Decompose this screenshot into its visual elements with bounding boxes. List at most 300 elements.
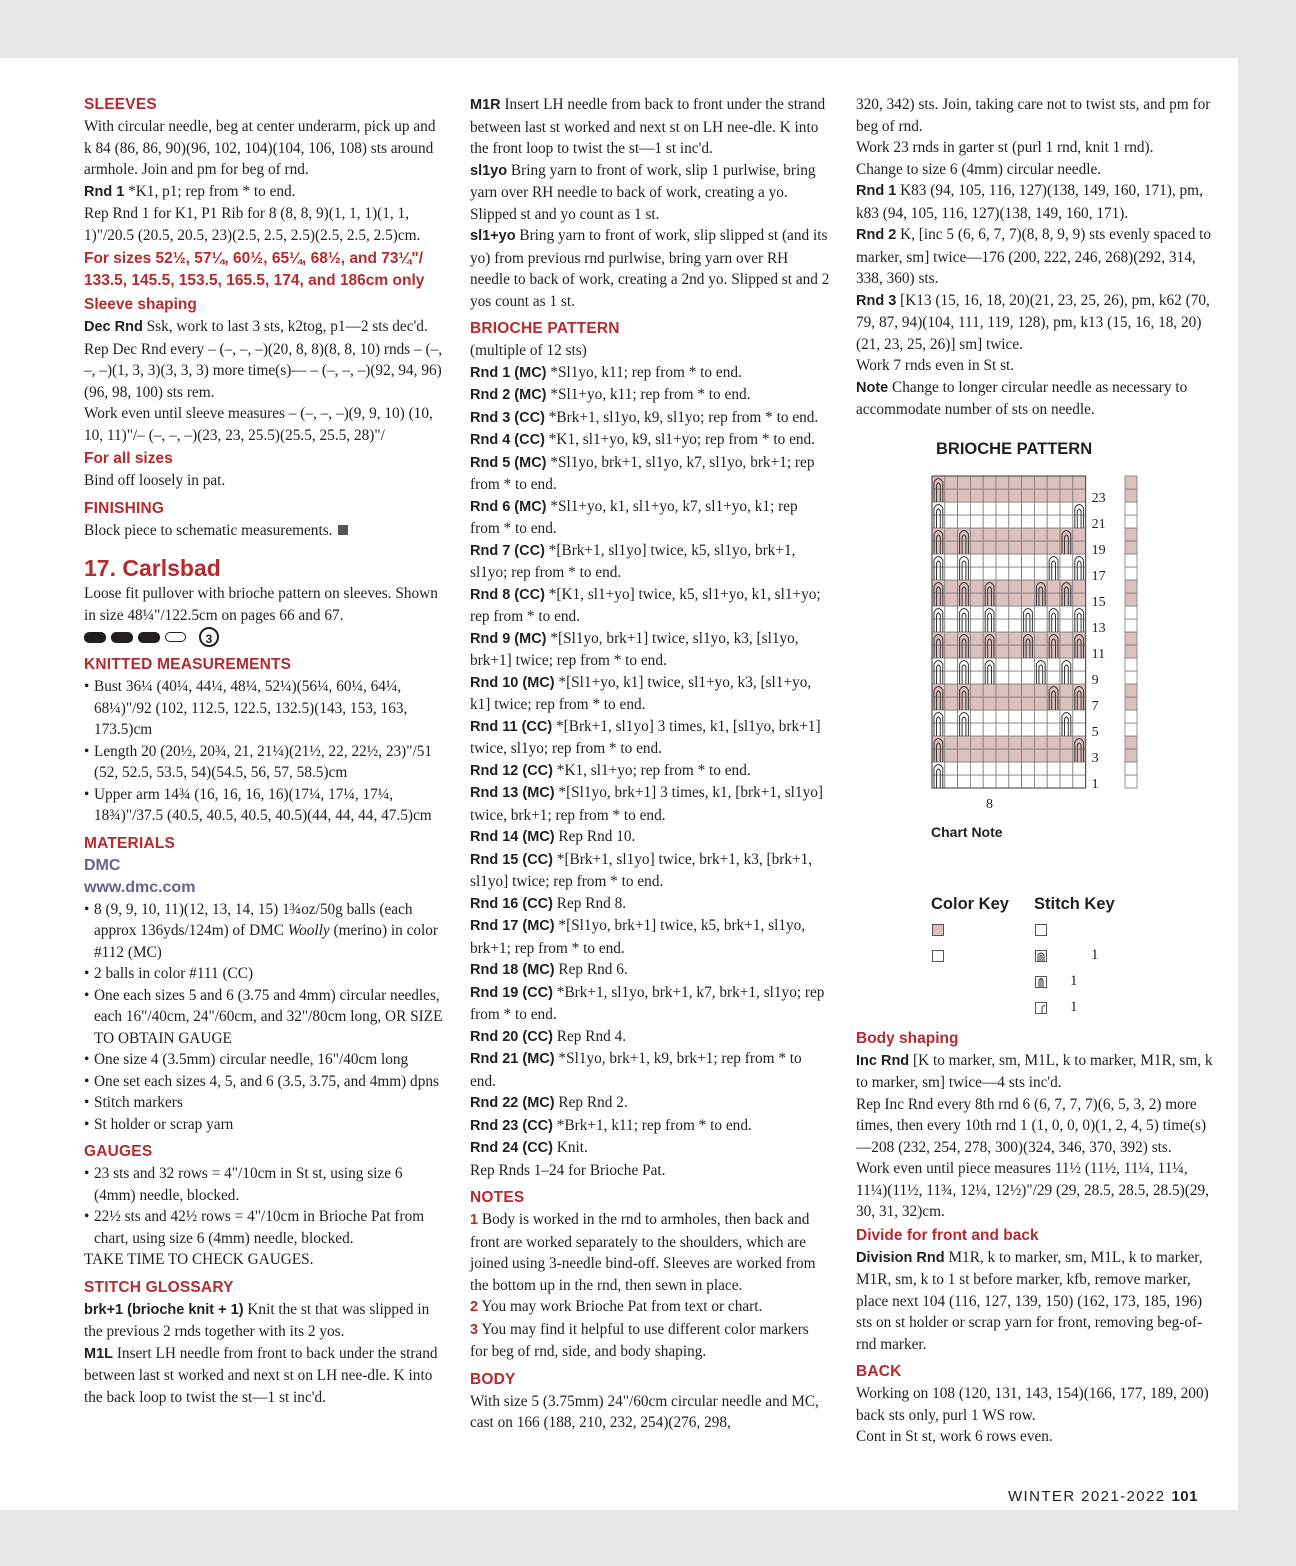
chart-cell <box>1034 554 1047 567</box>
back-heading: BACK <box>856 1363 902 1380</box>
chart-cell <box>983 554 996 567</box>
k-key-icon <box>1035 1002 1047 1014</box>
chart-cell <box>1034 515 1047 528</box>
chart-cell <box>1009 645 1022 658</box>
chart-side-cell <box>1125 593 1137 606</box>
knit-key-icon <box>1035 924 1047 936</box>
chart-cell <box>970 541 983 554</box>
chart-cell <box>1034 762 1047 775</box>
round-label: Rnd 1 (MC) <box>470 364 547 381</box>
chart-cell <box>1009 567 1022 580</box>
chart-cell <box>996 489 1009 502</box>
issue-label: WINTER 2021-2022 <box>1008 1488 1166 1505</box>
chart-cell <box>1034 528 1047 541</box>
brk-key-glyph <box>1036 951 1046 961</box>
body-rnd3 <box>856 290 1216 356</box>
chart-cell <box>983 528 996 541</box>
chart-cell <box>996 567 1009 580</box>
chart-cell <box>970 658 983 671</box>
rnd1-label: Rnd 1 <box>84 183 125 200</box>
chart-cell <box>996 671 1009 684</box>
chart-cell <box>1047 736 1060 749</box>
chart-cell <box>1073 541 1086 554</box>
chart-cell <box>945 580 958 593</box>
magazine-page <box>0 58 1238 1510</box>
chart-cell <box>983 502 996 515</box>
chart-cell <box>1009 736 1022 749</box>
page-number: 101 <box>1171 1488 1198 1505</box>
brioche-round <box>470 429 830 452</box>
chart-cell <box>1047 775 1060 788</box>
gauges-heading: GAUGES <box>84 1143 153 1160</box>
chart-cell <box>1073 489 1086 502</box>
chart-cell <box>996 632 1009 645</box>
change-text: Change to size 6 (4mm) circular needle. <box>856 160 1102 178</box>
chart-cell <box>1034 619 1047 632</box>
chart-cell <box>1073 528 1086 541</box>
chart-cell <box>1009 489 1022 502</box>
sl-key-label: 1 <box>1070 972 1078 989</box>
r2-label: Rnd 2 <box>856 227 897 243</box>
stitch-key-heading: Stitch Key <box>1034 894 1115 913</box>
brioche-round <box>470 672 830 716</box>
round-body: *[Sl1yo, brk+1] twice, sl1yo, k3, [sl1yo, brk+1] twice; rep from * to end. <box>470 629 799 669</box>
chart-cell <box>970 554 983 567</box>
chart-cell <box>1022 515 1035 528</box>
chart-side-cell <box>1125 489 1137 502</box>
note-body: You may work Brioche Pat from text or chart. <box>478 1298 763 1315</box>
chart-cell <box>1060 632 1073 645</box>
multiple-text: (multiple of 12 sts) <box>470 342 587 359</box>
skill-seg-4 <box>165 632 186 642</box>
chart-cell <box>1022 528 1035 541</box>
chart-cell <box>996 723 1009 736</box>
note-text <box>856 377 1216 421</box>
brioche-round <box>470 959 830 982</box>
material-item <box>84 899 446 964</box>
div-body: M1R, k to marker, sm, M1L, k to marker, M1R, sm, k to 1 st before marker, kfb, remove marker, place next 104 (116, 127, 139, 150) (162, 173, 185, 196) sts on st holder or scrap yarn for front, removing beg-of-rnd marker. <box>856 1248 1203 1353</box>
chart-cell <box>996 762 1009 775</box>
sl-key-icon <box>1035 976 1047 988</box>
mc-swatch <box>932 950 944 962</box>
pattern-title: 17. Carlsbad <box>84 555 221 581</box>
work7-text: Work 7 rnds even in St st. <box>856 357 1015 374</box>
chart-row-label: 21 <box>1091 517 1106 533</box>
chart-cell <box>958 502 971 515</box>
chart-cell <box>970 619 983 632</box>
chart-cell <box>1022 541 1035 554</box>
chart-cell <box>945 476 958 489</box>
chart-cell <box>1047 710 1060 723</box>
note-label: Note <box>856 379 889 396</box>
round-body: *K1, sl1+yo, k9, sl1+yo; rep from * to end. <box>544 431 815 448</box>
brioche-round <box>470 893 830 916</box>
round-label: Rnd 15 (CC) <box>470 851 553 868</box>
round-body: Knit. <box>552 1139 588 1156</box>
chart-cell <box>1022 775 1035 788</box>
chart-side-cell <box>1125 580 1137 593</box>
chart-cell <box>1009 593 1022 606</box>
m1r-body: Insert LH needle from back to front under the strand between last st worked and next st on LH nee-dle. K into the front loop to twist the st—1 st inc'd. <box>470 96 826 157</box>
chart-cell <box>958 736 971 749</box>
chart-cell <box>1047 749 1060 762</box>
chart-cell <box>1047 723 1060 736</box>
chart-row-label: 7 <box>1091 699 1099 715</box>
chart-side-cell <box>1125 554 1137 567</box>
chart-cell <box>1060 749 1073 762</box>
rnd1-text <box>84 181 446 204</box>
chart-col-label: 8 <box>986 797 993 812</box>
sleeves-text: With circular needle, beg at center underarm, pick up and k 84 (86, 86, 90)(96, 102, 104)(104, 106, 108) sts around armhole. Join and pm for beg of rnd. <box>84 118 436 178</box>
chart-title: BRIOCHE PATTERN <box>936 439 1093 458</box>
round-body: *Brk+1, sl1yo, k9, sl1yo; rep from * to end. <box>544 408 819 426</box>
brioche-round <box>470 849 830 893</box>
chart-cell <box>1047 489 1060 502</box>
skill-seg-3 <box>138 632 160 643</box>
bind-off-text: Bind off loosely in pat. <box>84 472 226 489</box>
chart-cell <box>1034 606 1047 619</box>
brioche-round <box>470 1048 830 1092</box>
notes-heading: NOTES <box>470 1189 525 1206</box>
chart-cell <box>970 489 983 502</box>
chart-cell <box>983 697 996 710</box>
column-3 <box>856 94 1216 1448</box>
skill-seg-2 <box>111 632 133 643</box>
round-body: *[Brk+1, sl1yo] 3 times, k1, [sl1yo, brk+1] twice, sl1yo; rep from * to end. <box>470 717 821 757</box>
round-label: Rnd 6 (MC) <box>470 498 547 515</box>
dmc-brand: DMC <box>84 856 121 874</box>
chart-cell <box>1034 476 1047 489</box>
chart-cell <box>945 606 958 619</box>
chart-cell <box>1022 593 1035 606</box>
glossary-sl1yo <box>470 160 830 226</box>
round-body: *[Sl1+yo, k1] twice, sl1+yo, k3, [sl1+yo, k1] twice; rep from * to end. <box>470 673 812 713</box>
chart-cell <box>945 775 958 788</box>
chart-cell <box>970 502 983 515</box>
chart-cell <box>996 541 1009 554</box>
chart-cell <box>983 515 996 528</box>
sl-key-glyph <box>1036 977 1046 987</box>
chart-cell <box>970 710 983 723</box>
round-label: Rnd 13 (MC) <box>470 785 555 801</box>
round-label: Rnd 10 (MC) <box>470 674 555 691</box>
chart-cell <box>945 671 958 684</box>
chart-cell <box>1022 580 1035 593</box>
intro-text: Loose fit pullover with brioche pattern on sleeves. Shown in size 48¼"/122.5cm on pages 66 and 67. <box>84 585 438 624</box>
chart-cell <box>958 749 971 762</box>
round-body: *Sl1+yo, k1, sl1+yo, k7, sl1+yo, k1; rep from * to end. <box>470 497 798 537</box>
chart-side-cell <box>1125 775 1137 788</box>
k-key-label: 1 <box>1070 998 1078 1015</box>
chart-cell <box>1009 619 1022 632</box>
chart-row-label: 15 <box>1091 595 1106 611</box>
chart-cell <box>1073 762 1086 775</box>
chart-cell <box>945 619 958 632</box>
brioche-round <box>470 782 830 826</box>
chart-cell <box>1047 762 1060 775</box>
brioche-round <box>470 915 830 959</box>
chart-cell <box>996 736 1009 749</box>
brioche-round <box>470 540 830 584</box>
chart-cell <box>970 515 983 528</box>
chart-cell <box>1009 580 1022 593</box>
chart-cell <box>1009 775 1022 788</box>
rep-dec-text: Rep Dec Rnd every – (–, –, –)(20, 8, 8)(8, 8, 10) rnds – (–, –, –)(1, 3, 3)(3, 3, 3) more time(s)— – (–, –, –)(92, 94, 96)(96, 98, 100) sts rem. <box>84 340 443 401</box>
dec-body: Ssk, work to last 3 sts, k2tog, p1—2 sts dec'd. <box>142 318 428 335</box>
chart-cell <box>1060 567 1073 580</box>
chart-cell <box>1009 528 1022 541</box>
body-heading: BODY <box>470 1370 516 1388</box>
round-label: Rnd 5 (MC) <box>470 454 547 471</box>
chart-row-label: 3 <box>1091 751 1099 767</box>
chart-cell <box>958 775 971 788</box>
round-body: *[K1, sl1+yo] twice, k5, sl1+yo, k1, sl1+yo; rep from * to end. <box>470 585 821 625</box>
chart-cell <box>970 736 983 749</box>
chart-cell <box>1034 567 1047 580</box>
sleeves-heading: SLEEVES <box>84 96 157 113</box>
round-body: *[Sl1yo, brk+1] 3 times, k1, [brk+1, sl1yo] twice, brk+1; rep from * to end. <box>470 784 823 824</box>
chart-cell <box>1060 645 1073 658</box>
chart-cell <box>1060 619 1073 632</box>
measure-item: • Upper arm 14¾ (16, 16, 16, 16)(17¼, 17¼, 17¼, 18¾)"/37.5 (40.5, 40.5, 40.5, 40.5)(44, 44, 44, 47.5)cm <box>84 784 446 827</box>
chart-cell <box>1022 554 1035 567</box>
note-number: 3 <box>470 1321 479 1338</box>
sl1pyo-body: Bring yarn to front of work, slip slipped st (and its yo) from previous rnd purlwise, bring yarn over RH needle to back of work, creating a 2nd yo. Slipped st and 2 yos count as 1 st. <box>470 227 830 310</box>
chart-cell <box>1009 671 1022 684</box>
chart-cell <box>996 515 1009 528</box>
chart-cell <box>983 736 996 749</box>
chart-row-label: 17 <box>1091 569 1106 585</box>
materials-heading: MATERIALS <box>84 834 176 852</box>
chart-cell <box>1022 723 1035 736</box>
chart-cell <box>970 697 983 710</box>
chart-cell <box>1060 697 1073 710</box>
chart-cell <box>996 580 1009 593</box>
body-shaping-heading: Body shaping <box>856 1029 959 1047</box>
chart-cell <box>983 762 996 775</box>
brioche-round <box>470 1092 830 1115</box>
chart-cell <box>945 541 958 554</box>
dmc-url: www.dmc.com <box>84 878 196 896</box>
brioche-round <box>470 1026 830 1049</box>
cc-swatch <box>932 924 944 936</box>
chart-cell <box>1047 593 1060 606</box>
chart-cell <box>1022 658 1035 671</box>
chart-cell <box>983 541 996 554</box>
chart-side-cell <box>1125 606 1137 619</box>
chart-side-cell <box>1125 541 1137 554</box>
chart-side-cell <box>1125 762 1137 775</box>
note-body: Body is worked in the rnd to armholes, then back and front are worked separately to the shoulders, which are joined using 3-needle bind-off. Sleeves are worked from the bottom up in the rnd, then sewn in place. <box>470 1211 816 1294</box>
chart-cell <box>1009 710 1022 723</box>
glossary-heading: STITCH GLOSSARY <box>84 1278 234 1296</box>
k-key-glyph <box>1036 1003 1046 1013</box>
chart-cell <box>1060 775 1073 788</box>
brioche-round <box>470 452 830 496</box>
body-rnd2 <box>856 224 1216 290</box>
chart-row-label: 1 <box>1091 777 1099 793</box>
page-footer <box>1008 1488 1198 1505</box>
round-body: Rep Rnd 4. <box>552 1027 627 1045</box>
chart-cell <box>1009 697 1022 710</box>
chart-cell <box>1022 749 1035 762</box>
chart-cell <box>1047 502 1060 515</box>
note-item <box>470 1319 830 1363</box>
chart-cell <box>996 619 1009 632</box>
chart-cell <box>1022 502 1035 515</box>
measure-item: • Bust 36¼ (40¼, 44¼, 48¼, 52¼)(56¼, 60¼, 64¼, 68¼)"/92 (102, 112.5, 122.5, 132.5)(143, 153, 163, 173.5)cm <box>84 676 446 741</box>
chart-cell <box>1022 710 1035 723</box>
chart-cell <box>983 476 996 489</box>
chart-cell <box>1022 567 1035 580</box>
chart-cell <box>1073 671 1086 684</box>
m1r-label: M1R <box>470 97 501 113</box>
brioche-round <box>470 362 830 385</box>
chart-cell <box>945 554 958 567</box>
mat1-a: 8 (9, 9, 10, 11)(12, 13, 14, 15) 1¾oz/50g balls (each approx 136yds/124m) of DMC <box>94 900 413 939</box>
chart-cell <box>1073 593 1086 606</box>
chart-cell <box>1060 736 1073 749</box>
chart-cell <box>1034 710 1047 723</box>
chart-cell <box>1009 606 1022 619</box>
round-body: *[Brk+1, sl1yo] twice, k5, sl1yo, brk+1, sl1yo; rep from * to end. <box>470 541 796 581</box>
chart-cell <box>983 489 996 502</box>
chart-cell <box>1022 762 1035 775</box>
chart-cell <box>996 684 1009 697</box>
material-item: • Stitch markers <box>84 1092 446 1114</box>
skill-seg-1 <box>84 632 106 643</box>
round-body: *Sl1yo, brk+1, k9, brk+1; rep from * to end. <box>470 1050 802 1090</box>
brioche-round <box>470 826 830 849</box>
brioche-round <box>470 1137 830 1160</box>
chart-cell <box>945 710 958 723</box>
material-item: • 2 balls in color #111 (CC) <box>84 963 446 985</box>
chart-cell <box>996 554 1009 567</box>
chart-cell <box>1073 723 1086 736</box>
chart-cell <box>970 580 983 593</box>
chart-cell <box>1060 489 1073 502</box>
chart-cell <box>958 762 971 775</box>
round-body: *Sl1yo, brk+1, sl1yo, k7, sl1yo, brk+1; rep from * to end. <box>470 453 815 493</box>
chart-cell <box>970 762 983 775</box>
rounds-list <box>470 362 830 1160</box>
round-label: Rnd 8 (CC) <box>470 586 545 603</box>
color-key-heading: Color Key <box>931 894 1009 913</box>
m1l-label: M1L <box>84 1345 113 1362</box>
chart-row-label: 5 <box>1091 725 1099 741</box>
chart-cell <box>945 684 958 697</box>
chart-side-cell <box>1125 619 1137 632</box>
inc-body: [K to marker, sm, M1L, k to marker, M1R, sm, k to marker, sm] twice—4 sts inc'd. <box>856 1051 1213 1091</box>
dec-label: Dec Rnd <box>84 319 143 335</box>
chart-cell <box>1034 489 1047 502</box>
sleeve-shaping-heading: Sleeve shaping <box>84 296 197 313</box>
chart-cell <box>1034 684 1047 697</box>
finishing-heading: FINISHING <box>84 499 165 517</box>
chart-cell <box>1060 684 1073 697</box>
garter-text: Work 23 rnds in garter st (purl 1 rnd, knit 1 rnd). <box>856 139 1154 156</box>
chart-note: Chart Note <box>931 824 1003 840</box>
brioche-round <box>470 407 830 430</box>
cont-text: 320, 342) sts. Join, taking care not to twist sts, and pm for beg of rnd. <box>856 96 1211 135</box>
chart-cell <box>945 736 958 749</box>
chart-cell <box>1047 515 1060 528</box>
chart-cell <box>1009 684 1022 697</box>
chart-cell <box>1047 671 1060 684</box>
chart-cell <box>983 684 996 697</box>
round-label: Rnd 4 (CC) <box>470 432 545 448</box>
brioche-round <box>470 496 830 540</box>
chart-cell <box>1009 515 1022 528</box>
chart-cell <box>996 476 1009 489</box>
chart-cell <box>970 593 983 606</box>
work-even2-text: Work even until piece measures 11½ (11½, 11¼, 11¼, 11¼)(11½, 11¾, 12¼, 12½)"/29 (29, 28.5, 28.5, 28.5)(29, 30, 31, 32)cm. <box>856 1160 1209 1220</box>
chart-cell <box>1047 476 1060 489</box>
take-time-text: TAKE TIME TO CHECK GAUGES. <box>84 1251 314 1268</box>
divide-heading: Divide for front and back <box>856 1226 1039 1244</box>
chart-cell <box>1034 697 1047 710</box>
chart-cell <box>945 593 958 606</box>
chart-cell <box>1047 658 1060 671</box>
sl1yo-label: sl1yo <box>470 162 508 179</box>
chart-cell <box>1034 775 1047 788</box>
note-body: Change to longer circular needle as necessary to accommodate number of sts on needle. <box>856 378 1188 418</box>
mat1-italic: Woolly <box>287 922 330 939</box>
block-text <box>84 520 446 542</box>
m1l-body: Insert LH needle from front to back under the strand between last st worked and next st on LH nee-dle. K into the back loop to twist the st—1 st inc'd. <box>84 1344 438 1406</box>
round-body: *[Brk+1, sl1yo] twice, brk+1, k3, [brk+1, sl1yo] twice; rep from * to end. <box>470 850 813 890</box>
round-body: *Sl1yo, k11; rep from * to end. <box>546 363 742 381</box>
round-label: Rnd 9 (MC) <box>470 630 547 647</box>
chart-cell <box>996 775 1009 788</box>
chart-cell <box>958 476 971 489</box>
glossary-brk <box>84 1299 446 1343</box>
sizes-heading: For sizes 52½, 57¼, 60½, 65¼, 68½, and 73¼"/ 133.5, 145.5, 153.5, 165.5, 174, and 186cm only <box>84 250 425 289</box>
mat1-b: (merino) in color #112 (MC) <box>94 922 439 961</box>
chart-cell <box>1009 658 1022 671</box>
chart-cell <box>970 476 983 489</box>
chart-cell <box>945 749 958 762</box>
chart-cell <box>945 658 958 671</box>
round-body: *Brk+1, sl1yo, brk+1, k7, brk+1, sl1yo; rep from * to end. <box>470 983 825 1023</box>
r2-body: K, [inc 5 (6, 6, 7, 7)(8, 8, 9, 9) sts evenly spaced to marker, sm] twice—176 (200, 222, 246, 268)(292, 314, 338, 360) sts. <box>856 226 1212 287</box>
back-text-2: Cont in St st, work 6 rows even. <box>856 1428 1053 1445</box>
round-label: Rnd 23 (CC) <box>470 1117 553 1134</box>
round-body: *Brk+1, k11; rep from * to end. <box>552 1116 752 1134</box>
material-item: • One set each sizes 4, 5, and 6 (3.5, 3.75, and 4mm) dpns <box>84 1071 446 1093</box>
chart-cell <box>996 528 1009 541</box>
chart-side-cell <box>1125 749 1137 762</box>
round-label: Rnd 12 (CC) <box>470 762 553 779</box>
sl1yo-body: Bring yarn to front of work, slip 1 purlwise, bring yarn over RH needle to back of work, creating a yo. Slipped st and yo count as 1 st. <box>470 161 816 223</box>
glossary-sl1pyo <box>470 225 830 312</box>
chart-cell <box>1022 671 1035 684</box>
chart-cell <box>983 567 996 580</box>
rep-rnd1-text: Rep Rnd 1 for K1, P1 Rib for 8 (8, 8, 9)(1, 1, 1)(1, 1, 1)"/20.5 (20.5, 20.5, 23)(2.5, 2.5, 2.5)(2.5, 2.5, 2.5)cm. <box>84 205 421 244</box>
end-square-icon <box>338 525 348 535</box>
brk-label: brk+1 (brioche knit + 1) <box>84 1301 244 1318</box>
chart-cell <box>970 632 983 645</box>
round-label: Rnd 14 (MC) <box>470 829 555 845</box>
all-sizes-heading: For all sizes <box>84 450 173 467</box>
brioche-chart <box>856 468 1216 818</box>
chart-side-cell <box>1125 697 1137 710</box>
brioche-round <box>470 760 830 783</box>
chart-side-cell <box>1125 723 1137 736</box>
material-item: • One each sizes 5 and 6 (3.75 and 4mm) circular needles, each 16"/40cm, 24"/60cm, and 32"/80cm long, OR SIZE TO OBTAIN GAUGE <box>84 985 446 1050</box>
measurements-heading: KNITTED MEASUREMENTS <box>84 656 292 673</box>
gauge-item: • 22½ sts and 42½ rows = 4"/10cm in Brioche Pat from chart, using size 6 (4mm) needle, blocked. <box>84 1206 446 1249</box>
